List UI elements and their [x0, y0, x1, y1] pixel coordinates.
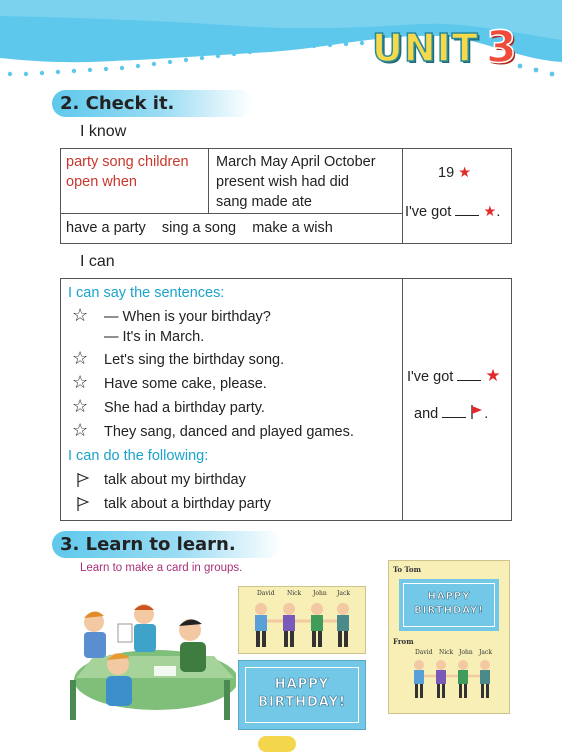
red-star-icon: ★	[458, 165, 472, 181]
star-count: 19	[438, 165, 455, 181]
sentence-item: ☆ They sang, danced and played games.	[72, 420, 354, 440]
kids-holding-hands-illustration	[249, 599, 357, 651]
unit-number: 3	[486, 22, 517, 73]
i-can-label: I can	[80, 253, 115, 270]
do-following-heading: I can do the following:	[68, 448, 209, 464]
sentence-answer: — It's in March.	[104, 329, 205, 345]
learn-to-learn-heading: 3. Learn to learn.	[60, 534, 236, 555]
blank-line	[455, 203, 479, 216]
to-label: To Tom	[393, 565, 421, 574]
sentence-item: ☆ Let's sing the birthday song.	[72, 348, 285, 368]
got-stars-row	[405, 202, 500, 222]
red-star-icon: ★	[485, 366, 501, 385]
star-outline-icon: ☆	[72, 348, 89, 368]
learn-instruction: Learn to make a card in groups.	[80, 562, 243, 574]
blank-line	[457, 368, 481, 381]
unit-title: UNIT	[372, 26, 479, 70]
phrases-line: have a party sing a song make a wish	[66, 220, 333, 236]
got-stars-row-2: I've got ★	[407, 366, 501, 385]
star-outline-icon: ☆	[72, 372, 89, 392]
sentence-item: ☆ — When is your birthday?	[72, 305, 271, 325]
star-count-row	[438, 163, 471, 183]
from-label: From	[393, 637, 414, 646]
sentence-item: ☆ Have some cake, please.	[72, 372, 267, 392]
card-inside: To Tom HAPPY BIRTHDAY! From David Nick John Jack	[388, 560, 510, 714]
flag-red-icon	[470, 404, 484, 420]
star-outline-icon: ☆	[72, 305, 89, 325]
check-it-heading: 2. Check it.	[60, 93, 175, 114]
black-words-line-3: sang made ate	[216, 194, 312, 210]
got-text: I've got	[405, 204, 452, 220]
star-outline-icon: ☆	[72, 420, 89, 440]
page-number-tab	[258, 736, 296, 752]
sentence-item: ☆ She had a birthday party.	[72, 396, 265, 416]
blank-line	[442, 405, 466, 418]
say-sentences-heading: I can say the sentences:	[68, 285, 225, 301]
flag-outline-icon	[76, 472, 90, 488]
red-words-line-1: party song children	[66, 154, 189, 170]
learn-to-learn-banner	[52, 531, 282, 558]
i-know-label: I know	[80, 123, 127, 140]
got-flags-row: and .	[414, 406, 489, 422]
flag-outline-icon	[76, 496, 90, 512]
kids-holding-hands-illustration	[409, 657, 497, 703]
kids-at-table-illustration	[64, 594, 236, 730]
task-item: talk about a birthday party	[72, 494, 392, 514]
star-outline-icon: ☆	[72, 396, 89, 416]
black-words-line-2: present wish had did	[216, 174, 349, 190]
check-it-banner	[52, 90, 252, 117]
card-happy-birthday: HAPPY BIRTHDAY!	[238, 660, 366, 730]
card-front-kids: David Nick John Jack	[238, 586, 366, 654]
black-words-line-1: March May April October	[216, 154, 376, 170]
red-words-line-2: open when	[66, 174, 137, 190]
red-star-icon: ★	[483, 204, 497, 220]
task-item: talk about my birthday	[72, 470, 392, 490]
period: .	[496, 204, 501, 220]
